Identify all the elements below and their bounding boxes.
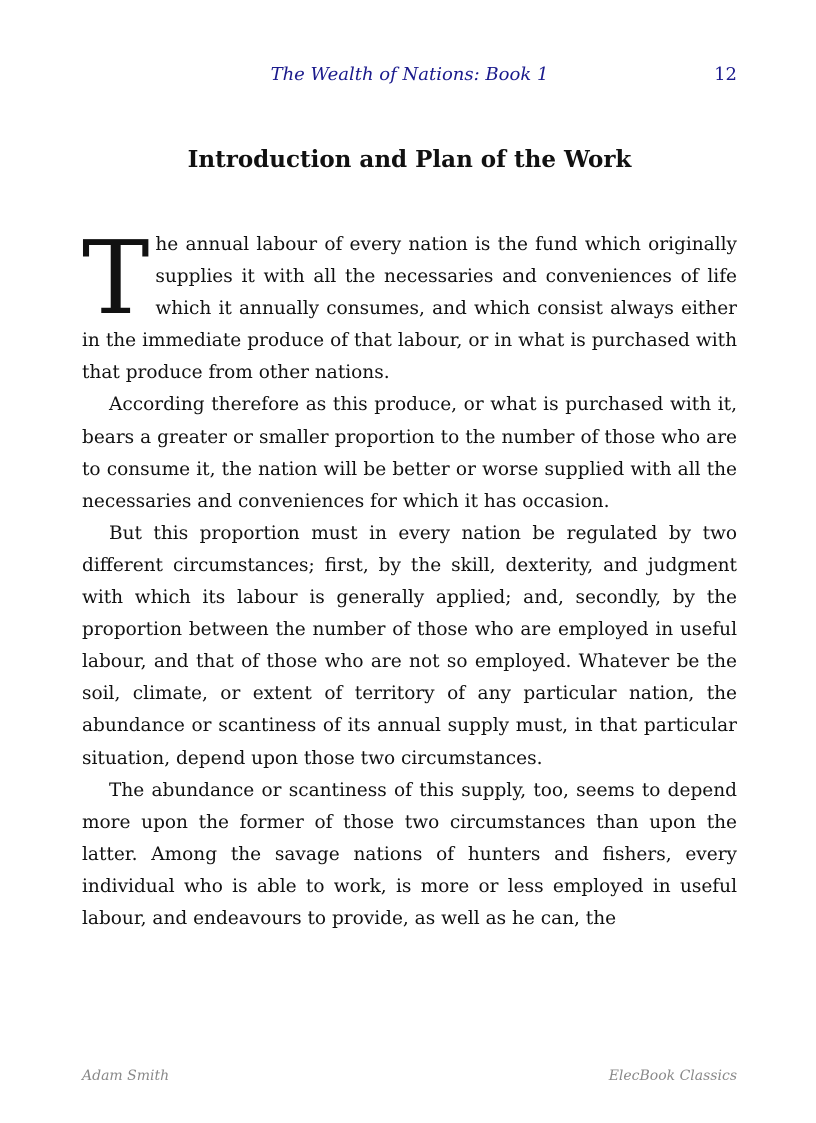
publisher-name: ElecBook Classics bbox=[608, 1068, 737, 1084]
page-number: 12 bbox=[714, 64, 737, 85]
running-footer bbox=[82, 1068, 737, 1086]
paragraph: According therefore as this produce, or what is purchased with it, bears a greater or smaller proportion to the number of those who are to consume it, the nation will be better or worse supplied with all the necessaries and conveniences for which it has occasion. bbox=[82, 394, 737, 512]
running-header bbox=[82, 64, 737, 90]
chapter-title: Introduction and Plan of the Work bbox=[187, 146, 632, 173]
body-text bbox=[82, 219, 737, 935]
paragraph-text: he annual labour of every nation is the fund which originally supplies it with all the necessaries and conveniences of life which it annually consumes, and which consist always either in the immediate produce of that labour, or in what is purchased with that produce from other nations. bbox=[82, 234, 737, 384]
book-title: The Wealth of Nations: Book 1 bbox=[270, 64, 549, 85]
author-name: Adam Smith bbox=[82, 1068, 170, 1084]
paragraph: The abundance or scantiness of this supply, too, seems to depend more upon the former of those two circumstances than upon the latter. Among the savage nations of hunters and fishers, every individual who is able to work, is more or less employed in useful labour, and endeavours to provide, as well as he can, the bbox=[82, 779, 737, 929]
drop-cap: T bbox=[82, 219, 150, 337]
paragraph bbox=[82, 219, 737, 389]
paragraph: But this proportion must in every nation be regulated by two different circumstances; first, by the skill, dexterity, and judgment with which its labour is generally applied; and, secondly, by the proportion between the number of those who are employed in useful labour, and that of those who are not so employed. Whatever be the soil, climate, or extent of territory of any particular nation, the abundance or scantiness of its annual supply must, in that particular situation, depend upon those two circumstances. bbox=[82, 522, 737, 769]
